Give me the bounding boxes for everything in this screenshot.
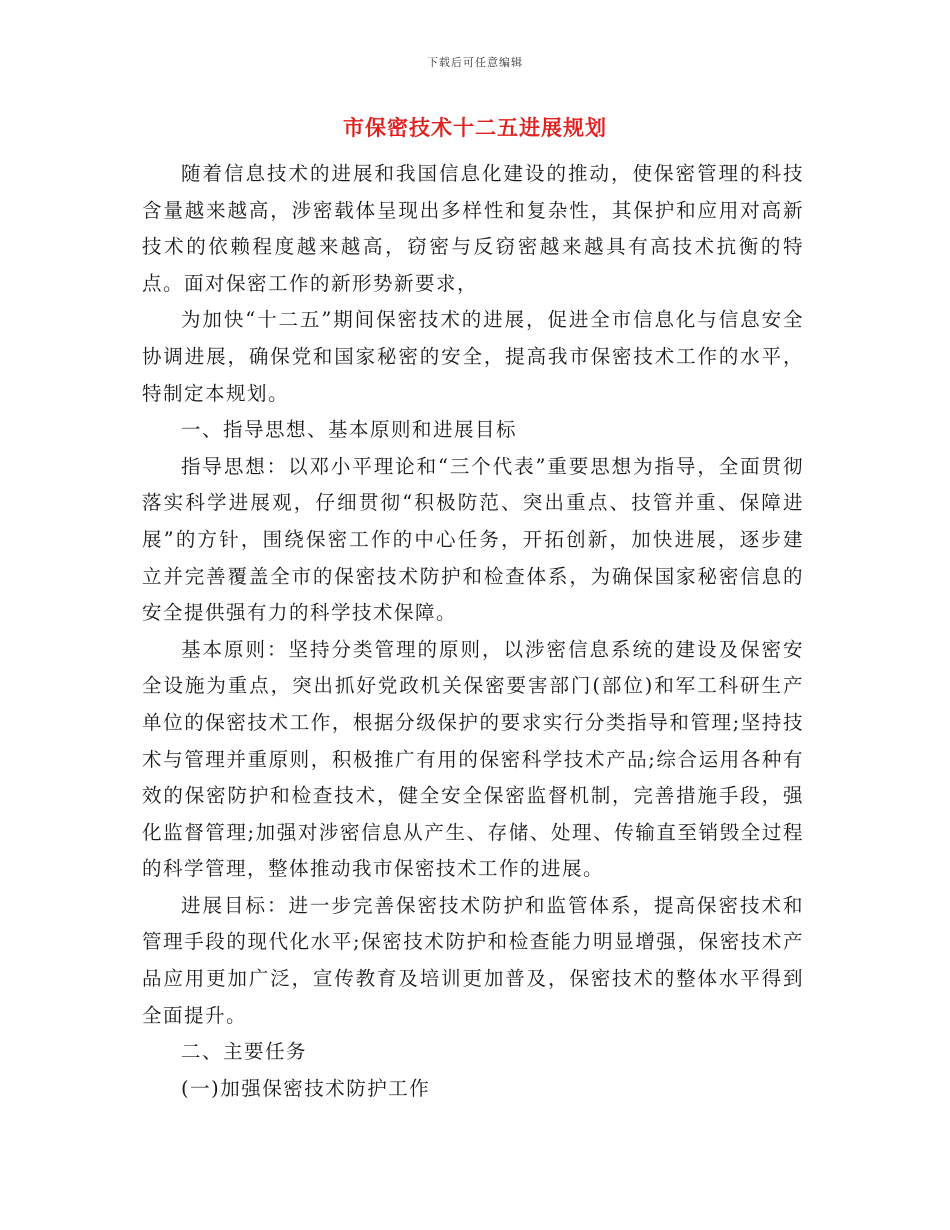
- header-note: 下载后可任意编辑: [427, 56, 523, 69]
- document-title: 市保密技术十二五进展规划: [343, 116, 607, 140]
- section-heading-one: 一、指导思想、基本原则和进展目标: [181, 418, 518, 442]
- section-heading-two: 二、主要任务: [181, 1040, 308, 1064]
- document-body: [142, 156, 804, 1107]
- paragraph-intro: 随着信息技术的进展和我国信息化建设的推动，使保密管理的科技含量越来越高，涉密载体呈现出多样性和复杂性，其保护和应用对高新技术的依赖程度越来越高，窃密与反窃密越来越具有高技术抗衡的特点。面对保密工作的新形势新要求，: [142, 162, 804, 295]
- paragraph-development-goals: 进展目标：进一步完善保密技术防护和监管体系，提高保密技术和管理手段的现代化水平;保密技术防护和检查能力明显增强，保密技术产品应用更加广泛，宣传教育及培训更加普及，保密技术的整体水平得到全面提升。: [142, 893, 804, 1027]
- paragraph-basic-principles: 基本原则：坚持分类管理的原则，以涉密信息系统的建设及保密安全设施为重点，突出抓好党政机关保密要害部门(部位)和军工科研生产单位的保密技术工作，根据分级保护的要求实行分类指导和管理;坚持技术与管理并重原则，积极推广有用的保密科学技术产品;综合运用各种有效的保密防护和检查技术，健全安全保密监督机制，完善措施手段，强化监督管理;加强对涉密信息从产生、存储、处理、传输直至销毁全过程的科学管理，整体推动我市保密技术工作的进展。: [142, 637, 804, 881]
- paragraph-guiding-ideology: 指导思想：以邓小平理论和“三个代表”重要思想为指导，全面贯彻落实科学进展观，仔细贯彻“积极防范、突出重点、技管并重、保障进展”的方针，围绕保密工作的中心任务，开拓创新，加快进展，逐步建立并完善覆盖全市的保密技术防护和检查体系，为确保国家秘密信息的安全提供强有力的科学技术保障。: [142, 454, 804, 625]
- paragraph-purpose: 为加快“十二五”期间保密技术的进展，促进全市信息化与信息安全协调进展，确保党和国家秘密的安全，提高我市保密技术工作的水平，特制定本规划。: [142, 308, 804, 405]
- subsection-heading-one: (一)加强保密技术防护工作: [181, 1076, 431, 1100]
